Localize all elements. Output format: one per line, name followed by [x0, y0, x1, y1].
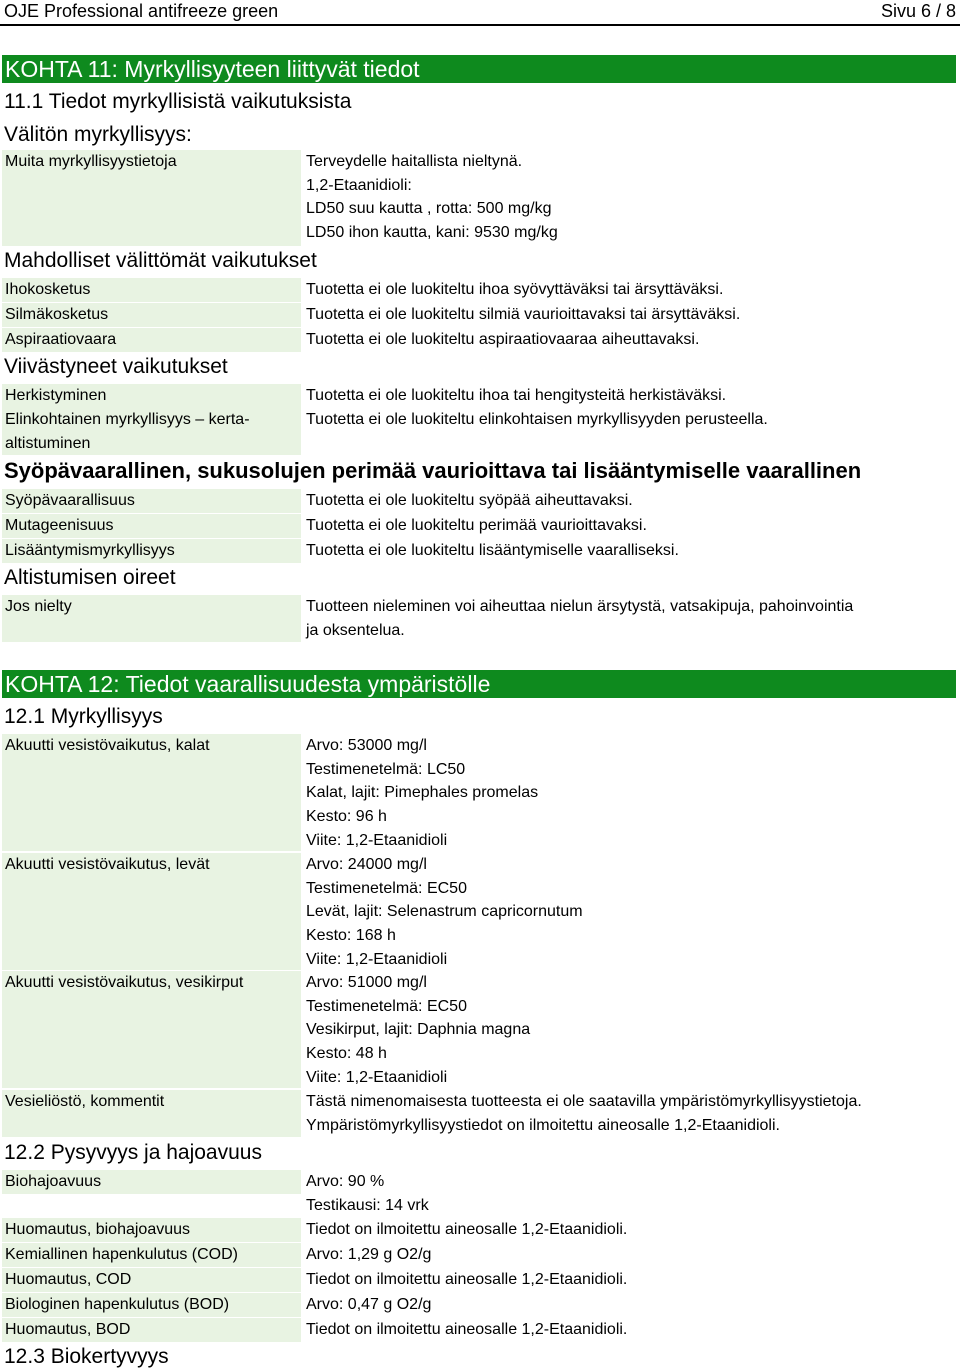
mutagenicity-value: Tuotetta ei ole luokiteltu perimää vaurioittavaksi.: [306, 517, 647, 534]
section-12-title: KOHTA 12: Tiedot vaarallisuudesta ympäristölle: [2, 670, 956, 698]
algae-toxicity-line: Levät, lajit: Selenastrum capricornutum: [306, 903, 583, 921]
aquatic-comment-label: Vesieliöstö, kommentit: [2, 1090, 301, 1137]
page-number: Sivu 6 / 8: [880, 1, 956, 21]
delayed-effects-heading: Viivästyneet vaikutukset: [4, 355, 228, 378]
algae-toxicity-line: Testimenetelmä: EC50: [306, 879, 467, 897]
other-toxicity-label: Muita myrkyllisyystietoja: [2, 150, 301, 246]
algae-toxicity-line: Kesto: 168 h: [306, 927, 396, 945]
section-11-title: KOHTA 11: Myrkyllisyyteen liittyvät tiedot: [2, 55, 956, 83]
bod-note-label: Huomautus, BOD: [2, 1318, 301, 1342]
document-title: OJE Professional antifreeze green: [4, 1, 279, 21]
biodegradability-note-label: Huomautus, biohajoavuus: [2, 1218, 301, 1242]
carcinogenicity-value: Tuotetta ei ole luokiteltu syöpää aiheuttavaksi.: [306, 492, 633, 509]
reproductive-toxicity-value: Tuotetta ei ole luokiteltu lisääntymiselle vaaralliseksi.: [306, 542, 679, 559]
cmr-heading: Syöpävaarallinen, sukusolujen perimää vaurioittava tai lisääntymiselle vaarallinen: [4, 458, 862, 483]
fish-toxicity-value: [306, 734, 538, 853]
biodegradability-line: Testikausi: 14 vrk: [306, 1197, 429, 1214]
fish-toxicity-line: Viite: 1,2-Etaanidioli: [306, 831, 448, 849]
aspiration-hazard-value: Tuotetta ei ole luokiteltu aspiraatiovaaraa aiheuttavaksi.: [306, 331, 700, 348]
fish-toxicity-line: Kesto: 96 h: [306, 808, 387, 826]
invertebrate-toxicity-line: Viite: 1,2-Etaanidioli: [306, 1068, 448, 1086]
carcinogenicity-label: Syöpävaarallisuus: [2, 489, 301, 513]
algae-toxicity-line: Arvo: 24000 mg/l: [306, 856, 427, 873]
invertebrate-toxicity-line: Testimenetelmä: EC50: [306, 997, 467, 1015]
aquatic-comment-line: Ympäristömyrkyllisyystiedot on ilmoitettu aineosalle 1,2-Etaanidioli.: [306, 1117, 780, 1134]
cod-note-label: Huomautus, COD: [2, 1268, 301, 1292]
invertebrate-toxicity-value: [306, 971, 530, 1090]
skin-contact-label: Ihokosketus: [2, 278, 301, 302]
eye-contact-value: Tuotetta ei ole luokiteltu silmiä vaurioittavaksi tai ärsyttäväksi.: [306, 306, 741, 323]
invertebrate-toxicity-line: Arvo: 51000 mg/l: [306, 974, 427, 991]
cod-note-value: Tiedot on ilmoitettu aineosalle 1,2-Etaanidioli.: [306, 1271, 628, 1288]
other-toxicity-line: LD50 suu kautta , rotta: 500 mg/kg: [306, 200, 552, 218]
if-swallowed-label: Jos nielty: [2, 595, 301, 642]
bod-value: Arvo: 0,47 g O2/g: [306, 1296, 432, 1313]
aquatic-comment-value: [306, 1090, 862, 1138]
fish-toxicity-line: Testimenetelmä: LC50: [306, 760, 466, 778]
sensitisation-label: Herkistyminen: [2, 384, 301, 408]
stot-single-value: Tuotetta ei ole luokiteltu elinkohtaisen myrkyllisyyden perusteella.: [306, 411, 768, 428]
subsection-11-1-title: 11.1 Tiedot myrkyllisistä vaikutuksista: [4, 90, 352, 113]
algae-toxicity-line: Viite: 1,2-Etaanidioli: [306, 950, 448, 968]
page-header: [0, 0, 960, 22]
stot-single-label-line: altistuminen: [5, 435, 91, 452]
invertebrate-toxicity-line: Vesikirput, lajit: Daphnia magna: [306, 1021, 531, 1039]
subsection-12-3-title: 12.3 Biokertyvyys: [4, 1345, 169, 1368]
sensitisation-value: Tuotetta ei ole luokiteltu ihoa tai hengitysteitä herkistäväksi.: [306, 387, 727, 404]
other-toxicity-value: [306, 150, 558, 245]
fish-toxicity-line: Kalat, lajit: Pimephales promelas: [306, 784, 539, 802]
bod-label: Biologinen hapenkulutus (BOD): [2, 1293, 301, 1317]
acute-toxicity-heading: Välitön myrkyllisyys:: [4, 123, 192, 146]
algae-toxicity-value: [306, 853, 583, 972]
fish-toxicity-line: Arvo: 53000 mg/l: [306, 737, 427, 754]
other-toxicity-line: LD50 ihon kautta, kani: 9530 mg/kg: [306, 224, 558, 242]
if-swallowed-value: [306, 595, 853, 643]
reproductive-toxicity-label: Lisääntymismyrkyllisyys: [2, 539, 301, 563]
mutagenicity-label: Mutageenisuus: [2, 514, 301, 538]
bod-note-value: Tiedot on ilmoitettu aineosalle 1,2-Etaanidioli.: [306, 1321, 628, 1338]
aquatic-comment-line: Tästä nimenomaisesta tuotteesta ei ole saatavilla ympäristömyrkyllisyystietoja.: [306, 1093, 862, 1110]
biodegradability-label: Biohajoavuus: [2, 1170, 301, 1194]
other-toxicity-line: 1,2-Etaanidioli:: [306, 176, 412, 194]
fish-toxicity-label: Akuutti vesistövaikutus, kalat: [2, 734, 301, 851]
immediate-effects-heading: Mahdolliset välittömät vaikutukset: [4, 249, 317, 272]
eye-contact-label: Silmäkosketus: [2, 303, 301, 327]
subsection-12-1-title: 12.1 Myrkyllisyys: [4, 705, 163, 728]
invertebrate-toxicity-line: Kesto: 48 h: [306, 1045, 387, 1063]
other-toxicity-line: Terveydelle haitallista nieltynä.: [306, 153, 523, 170]
stot-single-label-line: Elinkohtainen myrkyllisyys – kerta-: [5, 411, 250, 428]
if-swallowed-line: Tuotteen nieleminen voi aiheuttaa nielun ärsytystä, vatsakipuja, pahoinvointia: [306, 598, 854, 615]
invertebrate-toxicity-label: Akuutti vesistövaikutus, vesikirput: [2, 971, 301, 1088]
algae-toxicity-label: Akuutti vesistövaikutus, levät: [2, 853, 301, 970]
exposure-symptoms-heading: Altistumisen oireet: [4, 566, 176, 589]
biodegradability-value: [306, 1170, 429, 1218]
if-swallowed-line: ja oksentelua.: [306, 622, 405, 639]
stot-single-label: [2, 408, 301, 455]
cod-label: Kemiallinen hapenkulutus (COD): [2, 1243, 301, 1267]
biodegradability-note-value: Tiedot on ilmoitettu aineosalle 1,2-Etaanidioli.: [306, 1221, 628, 1238]
cod-value: Arvo: 1,29 g O2/g: [306, 1246, 432, 1263]
skin-contact-value: Tuotetta ei ole luokiteltu ihoa syövyttäväksi tai ärsyttäväksi.: [306, 281, 724, 298]
header-divider: [0, 24, 960, 26]
subsection-12-2-title: 12.2 Pysyvyys ja hajoavuus: [4, 1141, 262, 1164]
aspiration-hazard-label: Aspiraatiovaara: [2, 328, 301, 352]
biodegradability-line: Arvo: 90 %: [306, 1173, 385, 1190]
